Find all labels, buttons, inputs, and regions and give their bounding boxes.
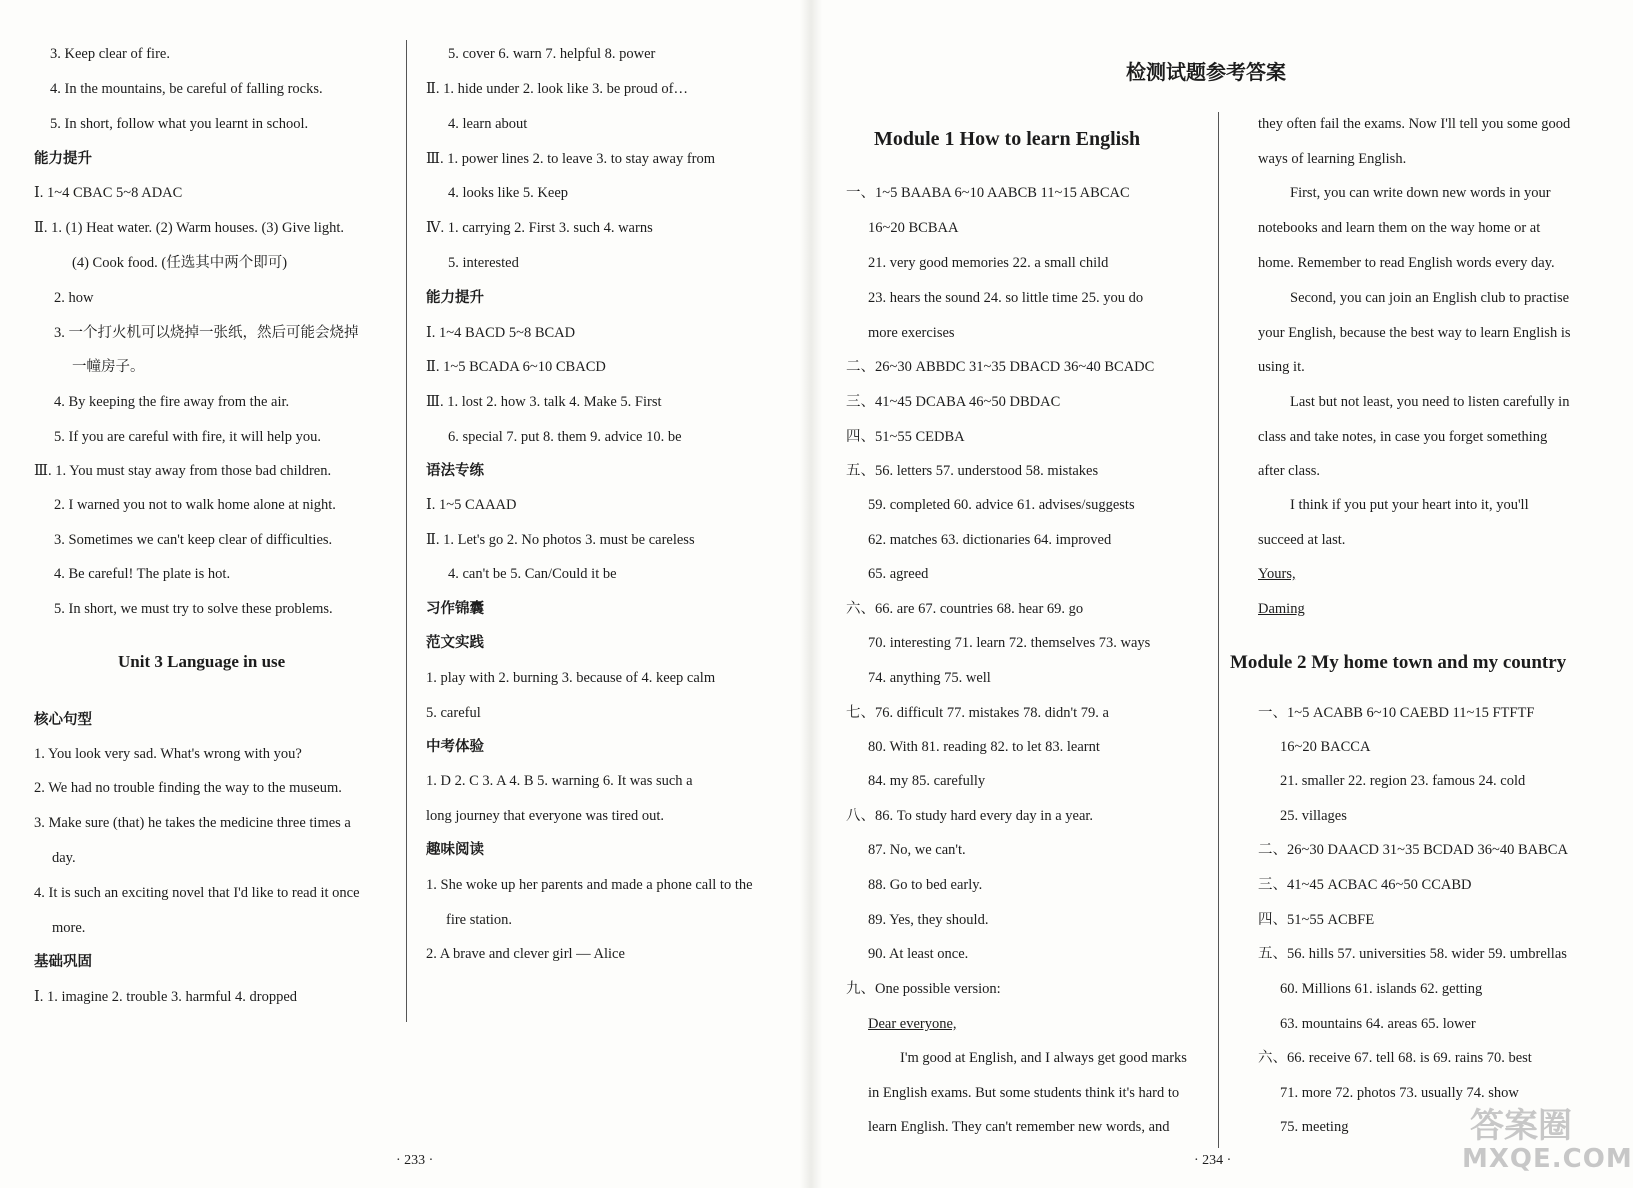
answer-line: Ⅲ. 1. lost 2. how 3. talk 4. Make 5. First <box>426 394 662 410</box>
answer-line: 1. She woke up her parents and made a phone call to the <box>426 877 753 893</box>
answer-line: 三、41~45 ACBAC 46~50 CCABD <box>1258 877 1472 893</box>
section-heading: 语法专练 <box>426 463 484 479</box>
section-heading: 核心句型 <box>34 712 92 728</box>
answer-line: (4) Cook food. (任选其中两个即可) <box>72 255 288 271</box>
column-divider <box>1218 112 1219 1148</box>
answer-line: 3. Keep clear of fire. <box>50 46 170 62</box>
answer-line: 87. No, we can't. <box>868 842 966 858</box>
answer-line: 4. learn about <box>448 116 528 132</box>
answer-line: 25. villages <box>1280 808 1347 824</box>
answer-line: 4. By keeping the fire away from the air. <box>54 394 290 410</box>
answer-line: Ⅱ. 1. Let's go 2. No photos 3. must be careless <box>426 532 695 548</box>
answer-line: 4. It is such an exciting novel that I'd like to read it once <box>34 885 360 901</box>
answer-line: 59. completed 60. advice 61. advises/suggests <box>868 497 1135 513</box>
answer-line: 16~20 BACCA <box>1280 739 1371 755</box>
answer-line: 四、51~55 CEDBA <box>846 429 965 445</box>
answer-line: 4. looks like 5. Keep <box>448 185 569 201</box>
answer-line: 71. more 72. photos 73. usually 74. show <box>1280 1085 1519 1101</box>
answer-line: 九、One possible version: <box>846 981 1001 997</box>
section-heading: 趣味阅读 <box>426 842 484 858</box>
answer-line: Ⅲ. 1. You must stay away from those bad children. <box>34 463 332 479</box>
answer-line: using it. <box>1258 359 1305 375</box>
book-spine <box>800 0 822 1188</box>
answer-line: 二、26~30 DAACD 31~35 BCDAD 36~40 BABCA <box>1258 842 1568 858</box>
answer-line: 四、51~55 ACBFE <box>1258 912 1375 928</box>
answer-line: 5. In short, we must try to solve these problems. <box>54 601 333 617</box>
page-number-right: · 234 · <box>1194 1153 1232 1168</box>
answer-line: Dear everyone, <box>868 1016 957 1032</box>
watermark-logo <box>1462 1098 1633 1180</box>
answer-line: 五、56. hills 57. universities 58. wider 59. umbrellas <box>1258 946 1567 962</box>
section-heading: 能力提升 <box>34 151 92 167</box>
section-heading: 基础巩固 <box>34 954 92 970</box>
answer-line: after class. <box>1258 463 1320 479</box>
answer-line: 二、26~30 ABBDC 31~35 DBACD 36~40 BCADC <box>846 359 1155 375</box>
watermark-url: MXQE.COM <box>1462 1144 1633 1174</box>
answer-line: 1. play with 2. burning 3. because of 4. keep calm <box>426 670 716 686</box>
answer-line: 90. At least once. <box>868 946 969 962</box>
answer-line: Ⅱ. 1. (1) Heat water. (2) Warm houses. (3) Give light. <box>34 220 345 236</box>
answer-line: 60. Millions 61. islands 62. getting <box>1280 981 1483 997</box>
answer-line: 一、1~5 ACABB 6~10 CAEBD 11~15 FTFTF <box>1258 705 1535 721</box>
answer-line: 70. interesting 71. learn 72. themselves 73. ways <box>868 635 1151 651</box>
answer-line: I think if you put your heart into it, you'll <box>1290 497 1529 513</box>
answer-line: 七、76. difficult 77. mistakes 78. didn't 79. a <box>846 705 1109 721</box>
answer-line: 4. Be careful! The plate is hot. <box>54 566 231 582</box>
answer-line: 21. smaller 22. region 23. famous 24. cold <box>1280 773 1526 789</box>
answer-line: 一、1~5 BAABA 6~10 AABCB 11~15 ABCAC <box>846 185 1130 201</box>
answer-line: Ⅱ. 1~5 BCADA 6~10 CBACD <box>426 359 606 375</box>
unit-3-title: Unit 3 Language in use <box>118 652 286 671</box>
section-heading: 能力提升 <box>426 290 484 306</box>
answer-line: 5. careful <box>426 705 481 721</box>
answer-line: 六、66. receive 67. tell 68. is 69. rains 70. best <box>1258 1050 1532 1066</box>
answer-line: 2. We had no trouble finding the way to the museum. <box>34 780 342 796</box>
answer-line: 4. In the mountains, be careful of falling rocks. <box>50 81 323 97</box>
answer-line: day. <box>52 850 76 866</box>
answer-line: ways of learning English. <box>1258 151 1407 167</box>
answer-line: 六、66. are 67. countries 68. hear 69. go <box>846 601 1084 617</box>
section-heading: 习作锦囊 <box>426 601 484 617</box>
answer-line: 5. cover 6. warn 7. helpful 8. power <box>448 46 656 62</box>
watermark-text: 答案圈 <box>1470 1106 1572 1146</box>
answer-line: more. <box>52 920 86 936</box>
answer-line: 6. special 7. put 8. them 9. advice 10. be <box>448 429 682 445</box>
answer-line: more exercises <box>868 325 955 341</box>
module-2-title: Module 2 My home town and my country <box>1230 652 1567 673</box>
answer-line: 3. 一个打火机可以烧掉一张纸，然后可能会烧掉 <box>54 325 359 341</box>
answer-line: Yours, <box>1258 566 1296 582</box>
answer-line: Second, you can join an English club to practise <box>1290 290 1570 306</box>
answer-line: 89. Yes, they should. <box>868 912 989 928</box>
answer-line: Ⅱ. 1. hide under 2. look like 3. be proud of… <box>426 81 688 97</box>
answer-line: 16~20 BCBAA <box>868 220 959 236</box>
answer-line: 一幢房子。 <box>72 359 145 375</box>
answer-line: 三、41~45 DCABA 46~50 DBDAC <box>846 394 1061 410</box>
answer-line: 4. can't be 5. Can/Could it be <box>448 566 617 582</box>
answer-key-title: 检测试题参考答案 <box>1126 60 1286 84</box>
answer-line: 84. my 85. carefully <box>868 773 986 789</box>
answer-line: your English, because the best way to learn English is <box>1258 325 1571 341</box>
answer-line: 62. matches 63. dictionaries 64. improved <box>868 532 1112 548</box>
answer-line: 5. interested <box>448 255 519 271</box>
answer-line: 五、56. letters 57. understood 58. mistakes <box>846 463 1099 479</box>
answer-line: 2. A brave and clever girl — Alice <box>426 946 625 962</box>
answer-line: 65. agreed <box>868 566 929 582</box>
column-divider <box>406 40 407 1022</box>
answer-line: First, you can write down new words in your <box>1290 185 1551 201</box>
answer-line: 八、86. To study hard every day in a year. <box>846 808 1094 824</box>
answer-line: 1. D 2. C 3. A 4. B 5. warning 6. It was such a <box>426 773 693 789</box>
answer-line: 74. anything 75. well <box>868 670 991 686</box>
answer-line: Ⅰ. 1~5 CAAAD <box>426 497 517 513</box>
answer-line: Ⅰ. 1~4 BACD 5~8 BCAD <box>426 325 576 341</box>
page-number-left: · 233 · <box>396 1153 434 1168</box>
answer-line: 88. Go to bed early. <box>868 877 983 893</box>
answer-line: home. Remember to read English words every day. <box>1258 255 1555 271</box>
answer-line: 63. mountains 64. areas 65. lower <box>1280 1016 1476 1032</box>
answer-line: 2. how <box>54 290 94 306</box>
answer-line: 5. In short, follow what you learnt in school. <box>50 116 309 132</box>
answer-line: 3. Make sure (that) he takes the medicine three times a <box>34 815 351 831</box>
answer-line: in English exams. But some students think it's hard to <box>868 1085 1180 1101</box>
answer-line: 80. With 81. reading 82. to let 83. learnt <box>868 739 1100 755</box>
answer-line: 23. hears the sound 24. so little time 25. you do <box>868 290 1144 306</box>
answer-line: learn English. They can't remember new words, and <box>868 1119 1170 1135</box>
answer-line: Daming <box>1258 601 1305 617</box>
answer-line: they often fail the exams. Now I'll tell you some good <box>1258 116 1571 132</box>
answer-line: 21. very good memories 22. a small child <box>868 255 1109 271</box>
module-1-title: Module 1 How to learn English <box>874 128 1141 150</box>
section-heading: 范文实践 <box>426 635 484 651</box>
answer-line: Ⅰ. 1. imagine 2. trouble 3. harmful 4. dropped <box>34 989 298 1005</box>
answer-line: 3. Sometimes we can't keep clear of difficulties. <box>54 532 333 548</box>
answer-line: 2. I warned you not to walk home alone at night. <box>54 497 336 513</box>
answer-line: fire station. <box>446 912 513 928</box>
answer-line: Last but not least, you need to listen carefully in <box>1290 394 1570 410</box>
section-heading: 中考体验 <box>426 739 484 755</box>
answer-line: I'm good at English, and I always get good marks <box>900 1050 1187 1066</box>
answer-line: long journey that everyone was tired out. <box>426 808 664 824</box>
answer-line: 5. If you are careful with fire, it will help you. <box>54 429 321 445</box>
answer-line: class and take notes, in case you forget something <box>1258 429 1548 445</box>
answer-line: 75. meeting <box>1280 1119 1349 1135</box>
answer-line: succeed at last. <box>1258 532 1346 548</box>
answer-line: Ⅲ. 1. power lines 2. to leave 3. to stay away from <box>426 151 716 167</box>
answer-line: notebooks and learn them on the way home or at <box>1258 220 1541 236</box>
answer-line: Ⅰ. 1~4 CBAC 5~8 ADAC <box>34 185 183 201</box>
answer-line: Ⅳ. 1. carrying 2. First 3. such 4. warns <box>426 220 653 236</box>
answer-line: 1. You look very sad. What's wrong with you? <box>34 746 302 762</box>
